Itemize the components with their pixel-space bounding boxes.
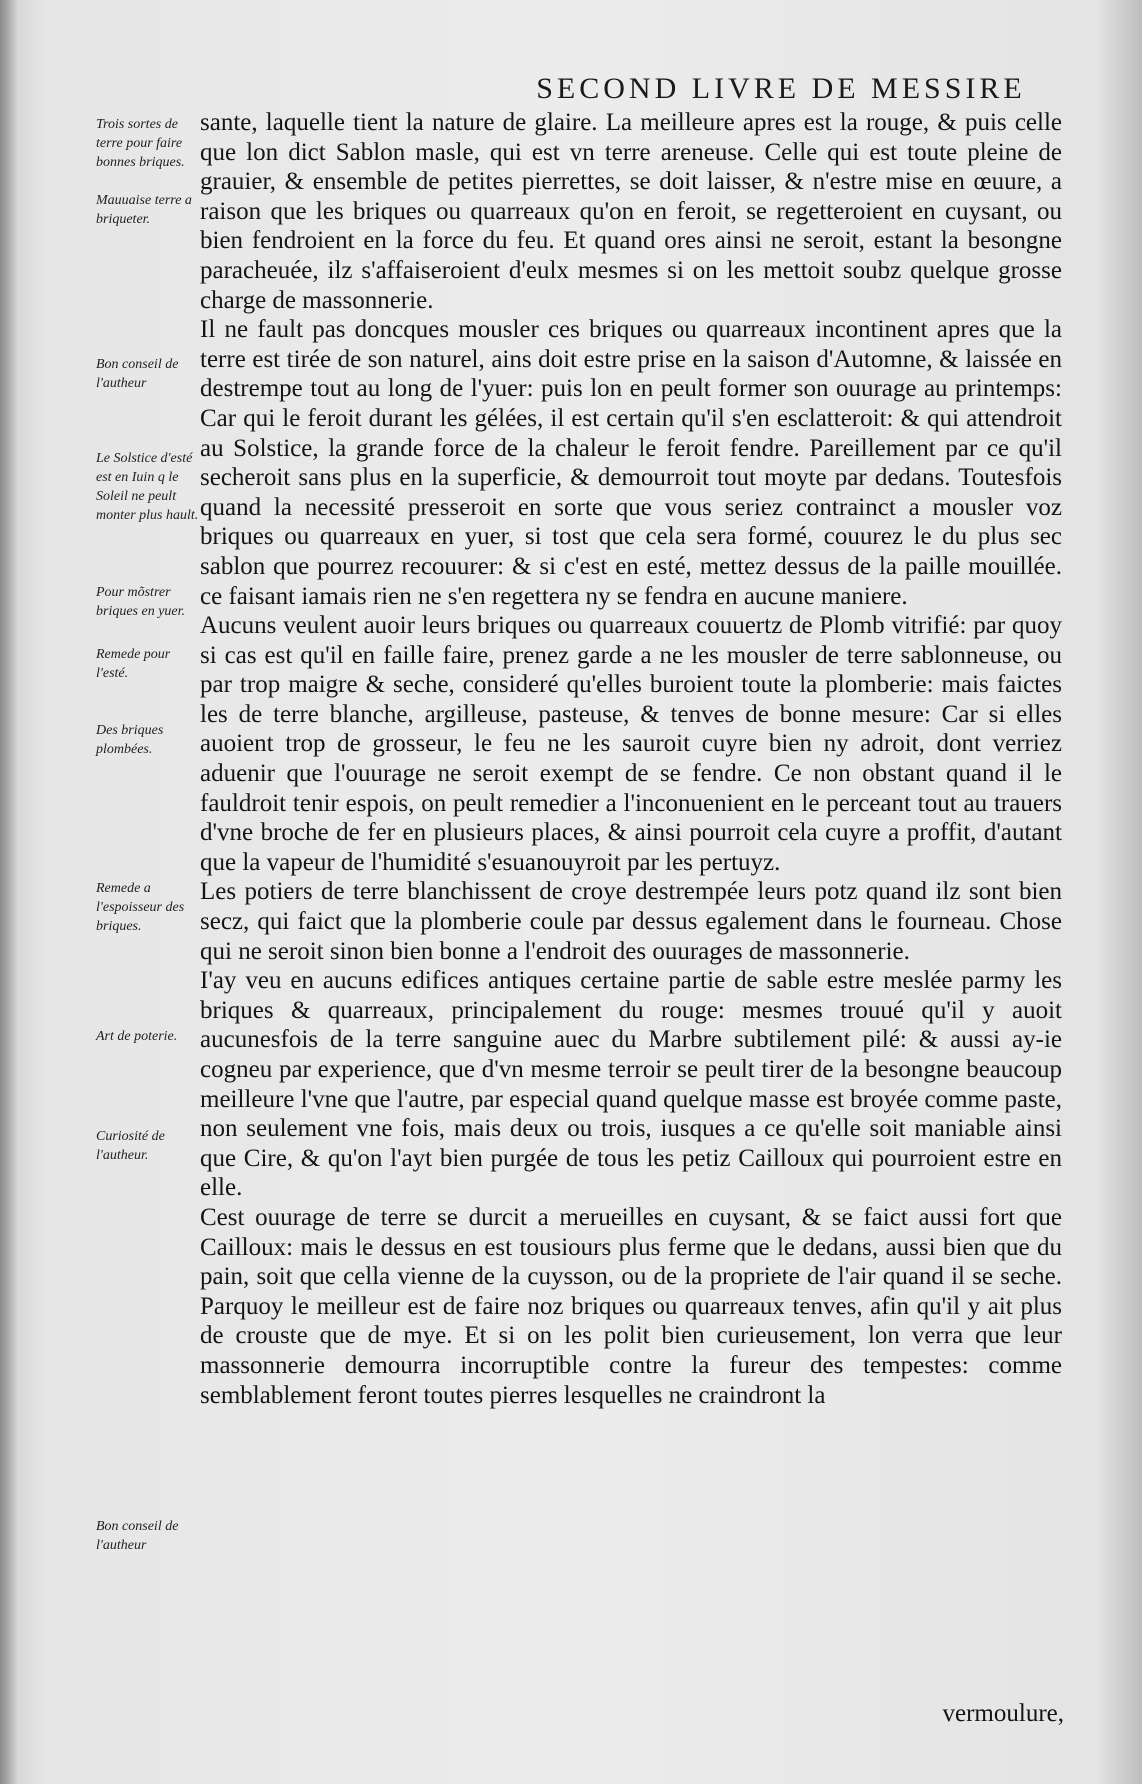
margin-note: Des briques plombées. xyxy=(96,723,164,757)
paragraph: Aucuns veulent auoir leurs briques ou quarreaux couuertz de Plomb vitrifié: par quoy si cas est qu'il en faille faire, prenez garde a ne les mousler de terre sablonneuse, ou par trop maigre & seche, consideré qu'elles buroient toute la plomberie: mais faictes les de terre blanche, argilleuse, pasteuse, & tenves de bonne mesure: Car si elles auoient trop de grosseur, le feu ne les sauroit cuyre bien ny adroit, dont verriez aduenir que l'ouurage ne seroit exempt de se fendre. Ce non obstant quand il le fauldroit tenir espois, on peult remedier a l'inconuenient en le perceant tout au trauers d'vne broche de fer en plusieurs places, & ainsi pourroit cela cuyre a proffit, d'autant que la vapeur de l'humidité s'esuanouyroit par les pertuyz. xyxy=(200,612,1062,876)
margin-note: Pour mõstrer briques en yuer. xyxy=(96,585,186,619)
margin-note: Le Solstice d'esté est en Iuin q le Soleil ne peult monter plus hault. xyxy=(96,451,199,523)
paragraph: Les potiers de terre blanchissent de croye destrempée leurs potz quand ilz sont bien secz, qui faict que la plomberie coule par dessus egalement dans le fourneau. Chose qui ne seroit sinon bien bonne a l'endroit des ouurages de massonnerie. xyxy=(200,878,1062,965)
paragraph: I'ay veu en aucuns edifices antiques certaine partie de sable estre meslée parmy les briques & quarreaux, principalement du rouge: mesmes trouué qu'il y auoit aucunesfois de la terre sanguine auec du Marbre subtilement pilé: & aussi ay-ie cogneu par experience, que d'vn mesme terroir se peult tirer de la besongne beaucoup meilleure l'vne que l'autre, par especial quand quelque masse est broyée comme paste, non seulement vne fois, mais deux ou trois, iusques a ce qu'elle soit maniable ainsi que Cire, & qu'on l'ayt bien purgée de tous les petiz Cailloux qui pourroient estre en elle. xyxy=(200,967,1062,1202)
page-gutter-shadow xyxy=(0,0,18,1784)
catchword: vermoulure, xyxy=(942,1700,1064,1727)
margin-note: Bon conseil de l'autheur xyxy=(96,357,179,391)
margin-note: Mauuaise terre a briqueter. xyxy=(96,193,192,227)
paragraph: sante, laquelle tient la nature de glaire. La meilleure apres est la rouge, & puis celle que lon dict Sablon masle, qui est vn terre areneuse. Celle qui est toute pleine de grauier, & ensemble de petites pierrettes, se doit laisser, & n'estre mise en œuure, a raison que les briques ou quarreaux qu'on en feroit, se regetteroient en cuysant, ou bien fendroient en la force du feu. Et quand ores ainsi ne seroit, estant la besongne paracheuée, ilz s'affaiseroient d'eulx mesmes si on les mettoit soubz quelque grosse charge de massonnerie. xyxy=(200,109,1062,314)
paragraph: Il ne fault pas doncques mousler ces briques ou quarreaux incontinent apres que la terre est tirée de son naturel, ains doit estre prise en la saison d'Automne, & laissée en destrempe tout au long de l'yuer: puis lon en peult former son ouurage au printemps: Car qui le feroit durant les gélées, il est certain qu'il s'en esclatteroit: & qui attendroit au Solstice, la grande force de la chaleur le feroit fendre. Pareillement par ce qu'il secheroit sans plus en la superficie, & demourroit tout moyte par dedans. Toutesfois quand la necessité presseroit en sorte que vous seriez contrainct a mousler voz briques ou quarreaux en yuer, si tost que cela sera formé, couurez le du plus sec sablon que pourrez recouurer: & si c'est en esté, mettez dessus de la paille mouillée. ce faisant iamais rien ne s'en regettera ny se fendra en aucune maniere. xyxy=(200,316,1062,610)
margin-notes-column xyxy=(96,115,202,1715)
margin-note: Remede a l'espoisseur des briques. xyxy=(96,881,185,934)
body-text xyxy=(200,108,1062,1410)
margin-note: Curiosité de l'autheur. xyxy=(96,1129,165,1163)
running-title: SECOND LIVRE DE MESSIRE xyxy=(536,72,1026,105)
margin-note: Remede pour l'esté. xyxy=(96,647,171,681)
running-header xyxy=(0,72,1142,106)
paragraph: Cest ouurage de terre se durcit a merueilles en cuysant, & se faict aussi fort que Cailloux: mais le dessus en est tousiours plus ferme que le dedans, aussi bien que du pain, soit que cella vienne de la cuysson, ou de la propriete de l'air quand il se seche. Parquoy le meilleur est de faire noz briques ou quarreaux tenves, afin qu'il y ait plus de crouste que de mye. Et si on les polit bien curieusement, lon verra que leur massonnerie demourra incorruptible contre la fureur des tempestes: comme semblablement feront toutes pierres lesquelles ne craindront la xyxy=(200,1203,1062,1409)
margin-note: Bon conseil de l'autheur xyxy=(96,1519,179,1553)
margin-note: Art de poterie. xyxy=(96,1029,178,1044)
margin-note: Trois sortes de terre pour faire bonnes briques. xyxy=(96,117,185,170)
